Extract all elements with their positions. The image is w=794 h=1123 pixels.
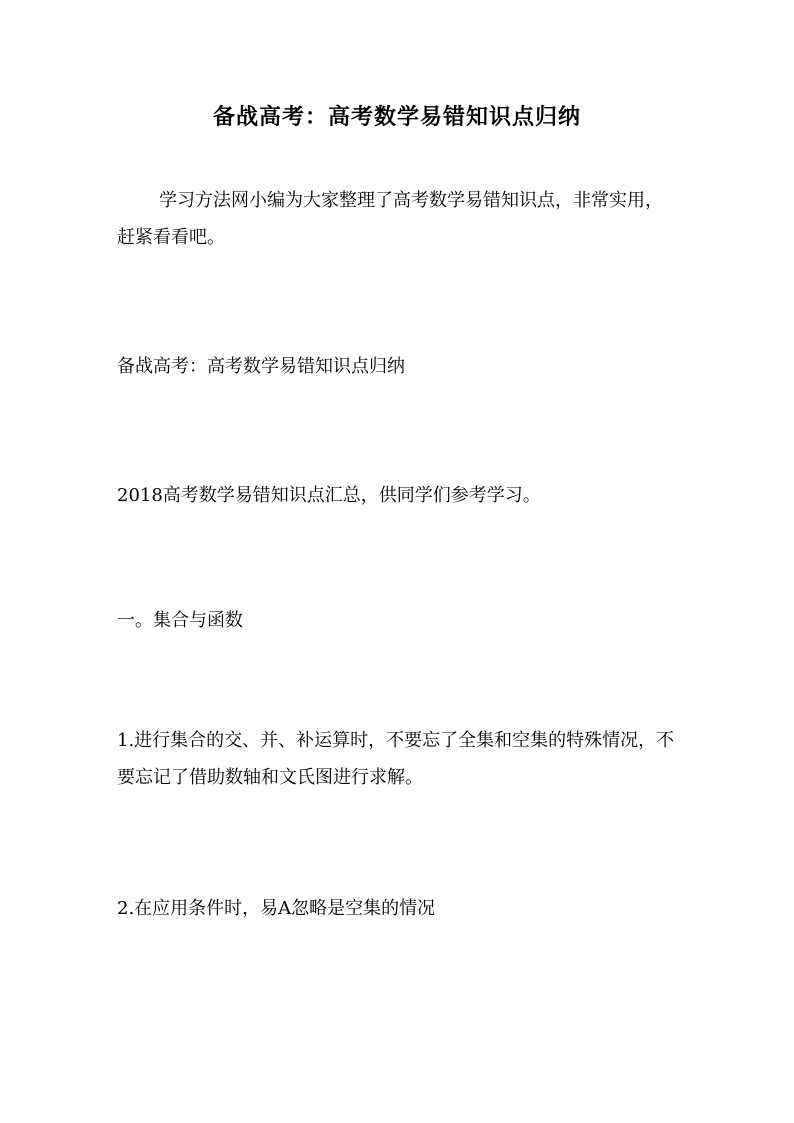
subtitle-paragraph: 备战高考：高考数学易错知识点归纳 (117, 356, 405, 377)
summary-paragraph: 2018高考数学易错知识点汇总，供同学们参考学习。 (117, 485, 541, 506)
section-heading: 一。集合与函数 (117, 610, 243, 631)
point-2-paragraph: 2.在应用条件时，易A忽略是空集的情况 (117, 898, 436, 919)
intro-paragraph: 学习方法网小编为大家整理了高考数学易错知识点，非常实用，赶紧看看吧。 (117, 190, 663, 248)
document-title: 备战高考：高考数学易错知识点归纳 (212, 104, 581, 130)
point-1-paragraph: 1.进行集合的交、并、补运算时，不要忘了全集和空集的特殊情况，不要忘记了借助数轴和文氏图进行求解。 (117, 730, 675, 788)
